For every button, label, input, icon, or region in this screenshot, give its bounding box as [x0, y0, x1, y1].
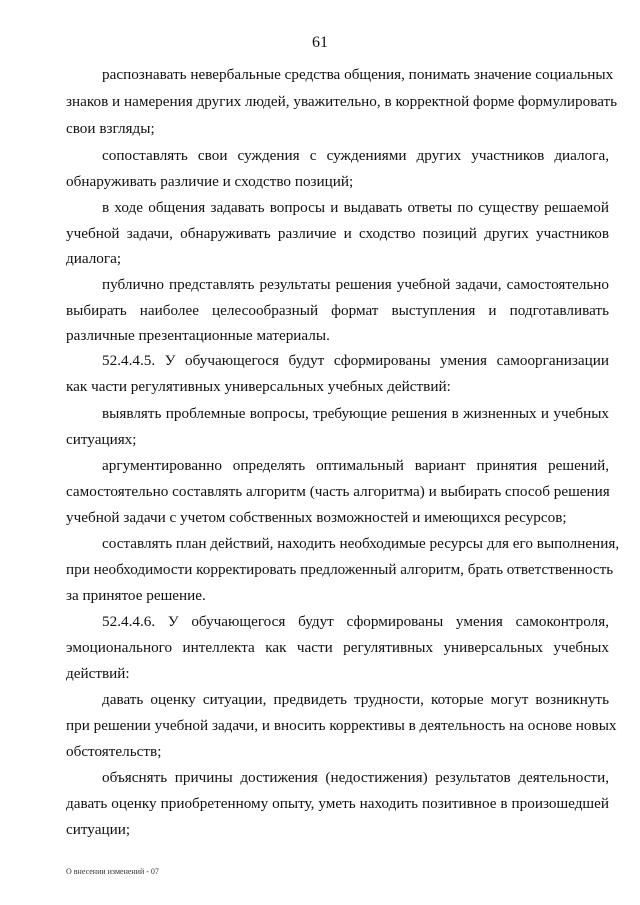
text-line: обстоятельств; [66, 743, 162, 760]
text-line: публично представлять результаты решения учебной задачи, самостоятельно [102, 276, 609, 293]
text-line: при необходимости корректировать предложенный алгоритм, брать ответственность [66, 561, 614, 578]
text-line: выбирать наиболее целесообразный формат выступления и подготавливать [66, 302, 609, 319]
text-line: в ходе общения задавать вопросы и выдавать ответы по существу решаемой [102, 199, 609, 216]
text-line: аргументированно определять оптимальный вариант принятия решений, [102, 457, 609, 474]
text-line: свои взгляды; [66, 120, 155, 137]
text-line: составлять план действий, находить необходимые ресурсы для его выполнения, [102, 535, 620, 552]
text-line: учебной задачи, обнаруживать различие и сходство позиций других участников [66, 225, 609, 242]
text-line: распознавать невербальные средства общения, понимать значение социальных [102, 66, 614, 83]
text-line: 52.4.4.5. У обучающегося будут сформированы умения самоорганизации [102, 352, 609, 369]
text-line: учебной задачи с учетом собственных возможностей и имеющихся ресурсов; [66, 509, 567, 526]
text-line: давать оценку ситуации, предвидеть трудности, которые могут возникнуть [102, 691, 609, 708]
text-line: ситуациях; [66, 431, 137, 448]
text-line: эмоционального интеллекта как части регулятивных универсальных учебных [66, 639, 609, 656]
text-line: 52.4.4.6. У обучающегося будут сформированы умения самоконтроля, [102, 613, 609, 630]
text-line: обнаруживать различие и сходство позиций; [66, 173, 354, 190]
text-line: действий: [66, 665, 130, 682]
footer-note: О внесении изменений - 07 [66, 867, 159, 876]
text-line: ситуации; [66, 821, 131, 838]
text-line: знаков и намерения других людей, уважительно, в корректной форме формулировать [66, 93, 618, 110]
text-line: давать оценку приобретенному опыту, уметь находить позитивное в произошедшей [66, 795, 609, 812]
text-line: диалога; [66, 250, 122, 267]
text-line: различные презентационные материалы. [66, 327, 330, 344]
text-line: как части регулятивных универсальных учебных действий: [66, 378, 451, 395]
text-line: выявлять проблемные вопросы, требующие решения в жизненных и учебных [102, 405, 609, 422]
page-number: 61 [312, 34, 328, 51]
text-line: сопоставлять свои суждения с суждениями других участников диалога, [102, 147, 609, 164]
text-line: самостоятельно составлять алгоритм (часть алгоритма) и выбирать способ решения [66, 483, 610, 500]
text-line: за принятое решение. [66, 587, 206, 604]
text-line: объяснять причины достижения (недостижения) результатов деятельности, [102, 769, 609, 786]
text-line: при решении учебной задачи, и вносить коррективы в деятельность на основе новых [66, 717, 617, 734]
